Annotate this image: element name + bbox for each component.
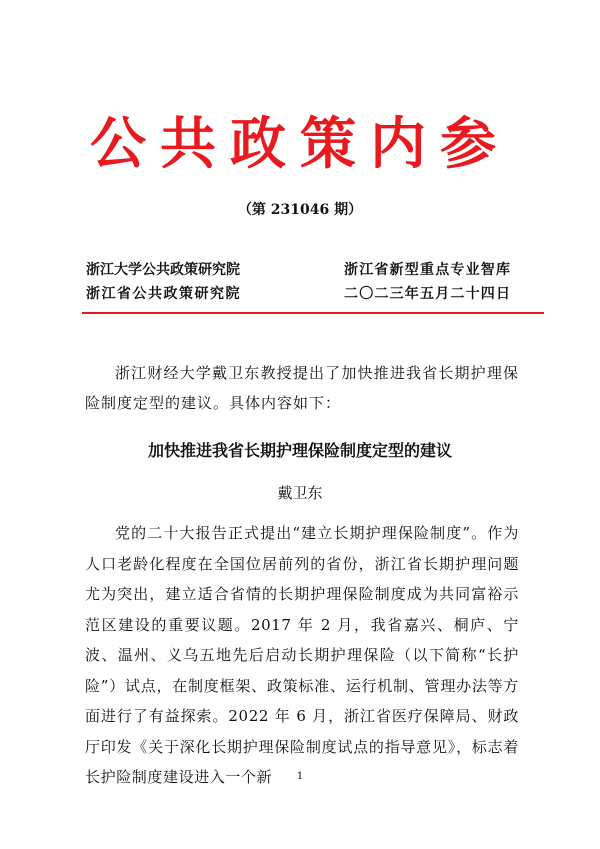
publish-date: 二〇二三年五月二十四日	[344, 286, 512, 302]
body-paragraph: 党的二十大报告正式提出“建立长期护理保险制度”。作为人口老龄化程度在全国位居前列的省份，浙江省长期护理问题尤为突出，建立适合省情的长期护理保险制度成为共同富裕示范区建设的重要议题。2017 年 2 月，我省嘉兴、桐庐、宁波、温州、义乌五地先后启动长期护理保险（以下简称“长护险”）试点，在制度框架、政策标准、运行机制、管理办法等方面进行了有益探索。2022 年 6 月，浙江省医疗保障局、财政厅印发《关于深化长期护理保险制度试点的指导意见》，标志着长护险制度建设进入一个新	[85, 524, 519, 786]
publisher-line-1: 浙江大学公共政策研究院	[86, 262, 240, 278]
issue-number: （第 231046 期）	[237, 202, 363, 218]
intro-paragraph: 浙江财经大学戴卫东教授提出了加快推进我省长期护理保险制度定型的建议。具体内容如下：	[85, 364, 519, 412]
publisher-line-2: 浙江省公共政策研究院	[86, 286, 241, 302]
think-tank-label: 浙江省新型重点专业智库	[344, 262, 512, 278]
masthead-title: 公共政策内参	[90, 111, 510, 177]
article-title: 加快推进我省长期护理保险制度定型的建议	[147, 441, 452, 460]
red-divider	[82, 312, 544, 314]
article-author: 戴卫东	[277, 484, 323, 502]
publisher-block	[86, 258, 540, 306]
page-number: 1	[296, 771, 304, 782]
